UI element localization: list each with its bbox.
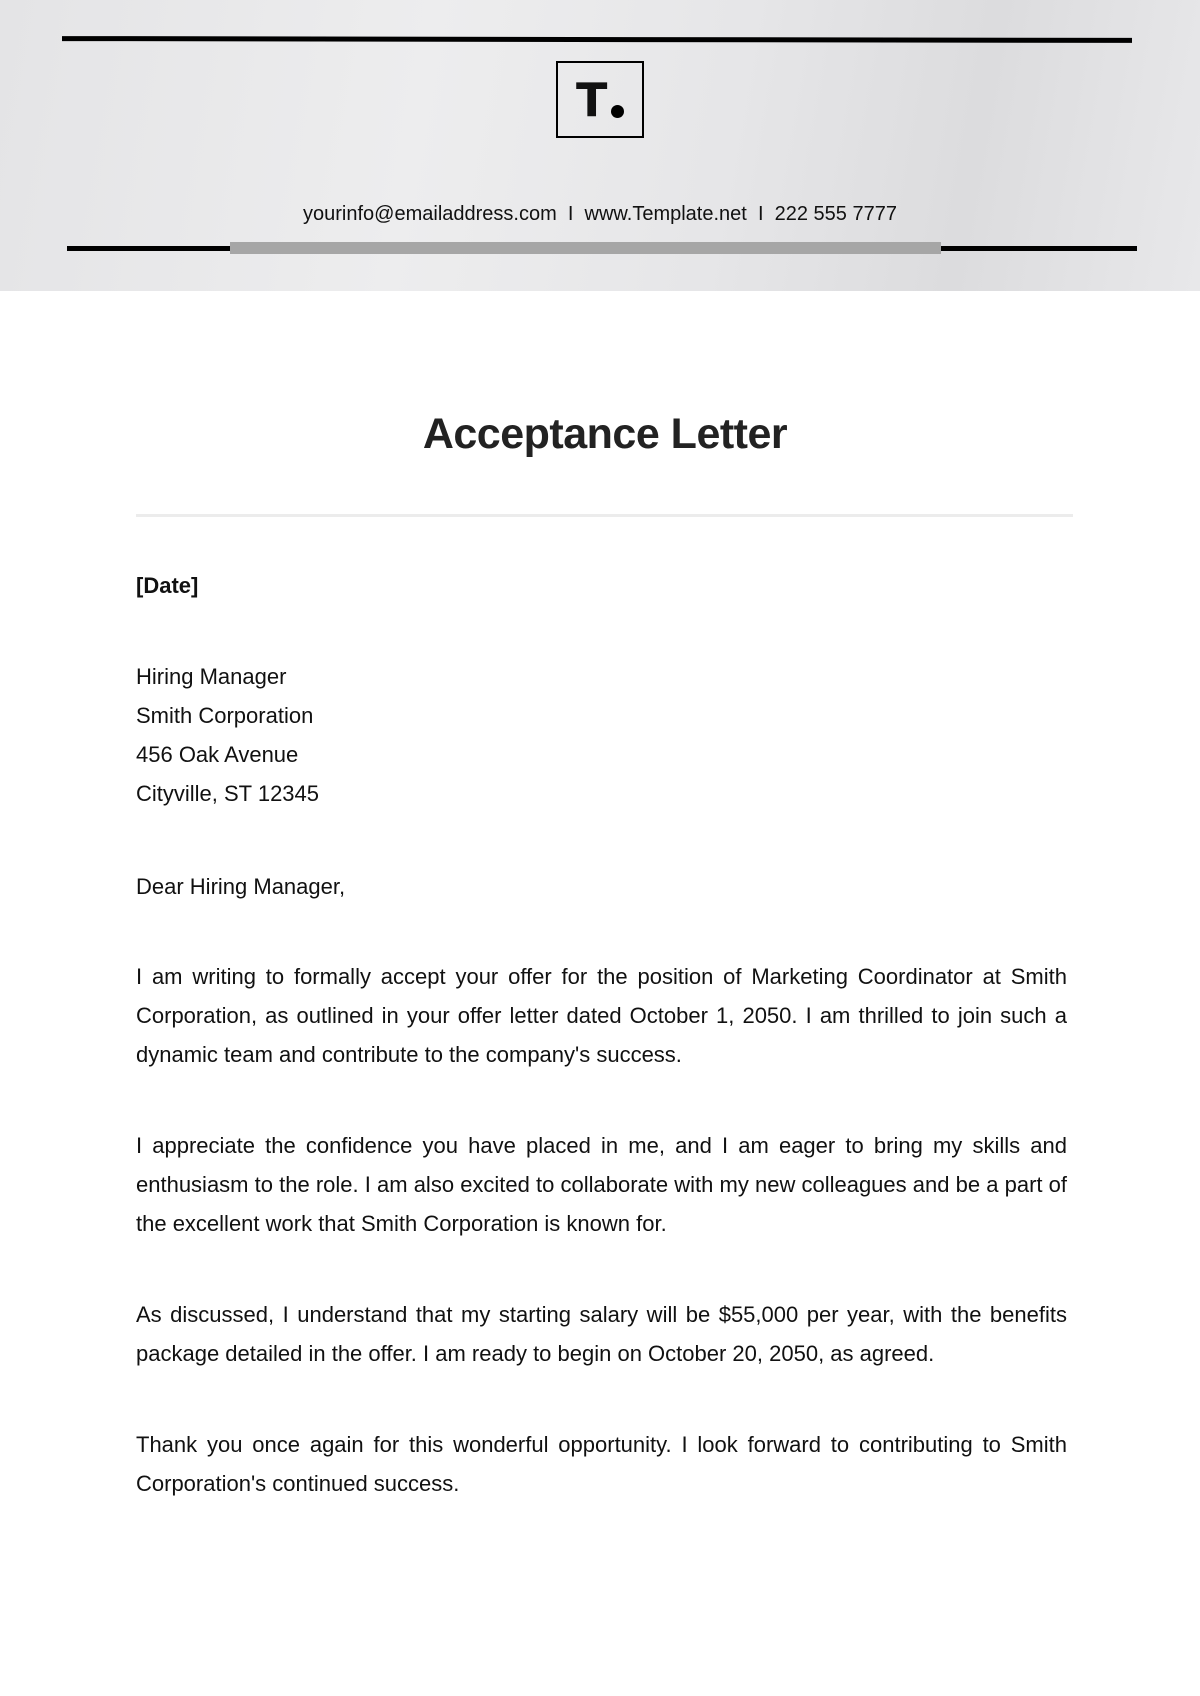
- recipient-line: Hiring Manager: [136, 664, 287, 689]
- body-paragraph: Thank you once again for this wonderful opportunity. I look forward to contributing to Smith Corporation's continued success.: [136, 1432, 1067, 1496]
- recipient-line: Cityville, ST 12345: [136, 781, 320, 806]
- salutation: Dear Hiring Manager,: [136, 874, 346, 899]
- accent-bar: [230, 242, 941, 254]
- body-paragraph: I appreciate the confidence you have placed in me, and I am eager to bring my skills and enthusiasm to the role. I am also excited to collaborate with my new colleagues and be a part of the excellent work that Smith Corporation is known for.: [136, 1133, 1067, 1236]
- date: [Date]: [136, 573, 199, 598]
- contact-info: yourinfo@emailaddress.com I www.Template.net I 222 555 7777: [303, 203, 897, 225]
- letterhead: [0, 0, 1200, 291]
- title-divider: [136, 514, 1073, 517]
- top-rule: [62, 36, 1132, 43]
- logo: [556, 61, 644, 138]
- recipient-line: Smith Corporation: [136, 703, 314, 728]
- recipient-line: 456 Oak Avenue: [136, 742, 299, 767]
- logo-letter: T: [576, 73, 608, 127]
- page-title: Acceptance Letter: [422, 410, 788, 458]
- body-paragraph: As discussed, I understand that my starting salary will be $55,000 per year, with the benefits package detailed in the offer. I am ready to begin on October 20, 2050, as agreed.: [136, 1302, 1067, 1366]
- recipient-address: [136, 657, 1067, 813]
- body-paragraph: I am writing to formally accept your offer for the position of Marketing Coordinator at Smith Corporation, as outlined in your offer letter dated October 1, 2050. I am thrilled to join such a dynamic team and contribute to the company's success.: [136, 964, 1067, 1067]
- logo-dot: [611, 105, 624, 118]
